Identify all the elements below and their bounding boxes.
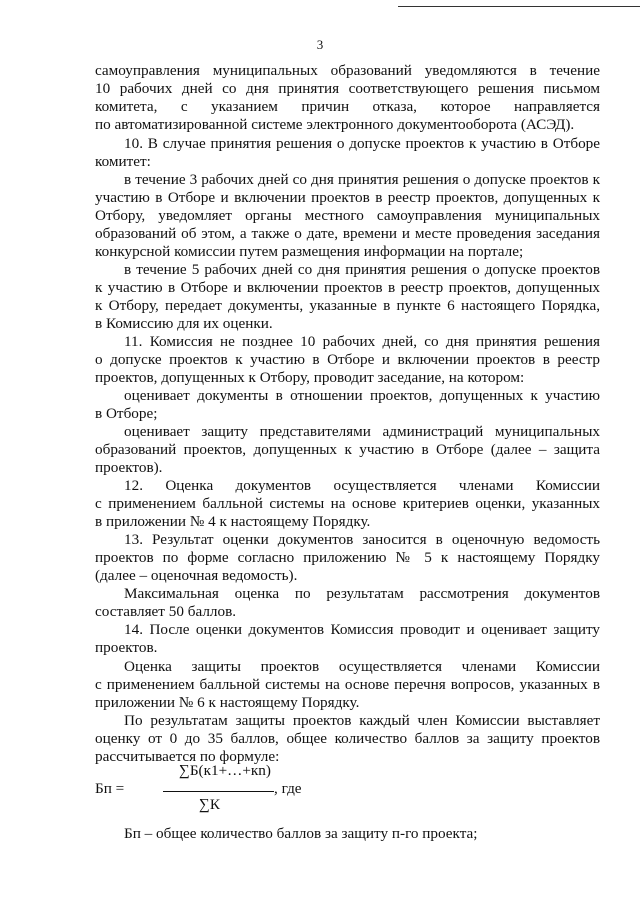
text-line: по автоматизированной системе электронного документооборота (АСЭД). <box>95 116 575 133</box>
text-line: оценивает документы в отношении проектов, допущенных к участию <box>124 387 600 404</box>
text-line: с применением балльной системы на основе перечня вопросов, указанных в <box>95 676 600 693</box>
text-line: в приложении № 4 к настоящему Порядку. <box>95 513 371 530</box>
text-line: составляет 50 баллов. <box>95 603 237 620</box>
text-line: рассчитывается по формуле: <box>95 748 280 765</box>
text-line: проектов). <box>95 459 163 476</box>
text-line: в течение 3 рабочих дней со дня принятия решения о допуске проектов к <box>124 171 600 188</box>
text-line: 10 рабочих дней со дня принятия соответствующего решения письмом <box>95 80 600 97</box>
text-line: проектов, допущенных к Отбору, проводит заседание, на котором: <box>95 369 525 386</box>
text-line: к участию в Отборе и включении проектов в реестр проектов, допущенных <box>95 279 600 296</box>
clause-14-start: 14. После оценки документов Комиссия проводит и оценивает защиту <box>124 621 600 638</box>
text-line: проектов. <box>95 639 158 656</box>
text-line: образований проектов, допущенных к участию в Отборе (далее – защита <box>95 441 600 458</box>
formula-tail: , где <box>274 780 302 797</box>
text-line: оценку от 0 до 35 баллов, общее количество баллов за защиту проектов <box>95 730 600 747</box>
page-number: 3 <box>316 37 324 52</box>
text-line: Оценка защиты проектов осуществляется членами Комиссии <box>124 658 600 675</box>
text-line: комитета, с указанием причин отказа, которое направляется <box>95 98 600 115</box>
fraction-bar <box>163 791 274 792</box>
text-line: в Комиссию для их оценки. <box>95 315 273 332</box>
text-line: в Отборе; <box>95 405 158 422</box>
formula-definition: Бп – общее количество баллов за защиту п-го проекта; <box>124 825 478 842</box>
clause-12-start: 12. Оценка документов осуществляется членами Комиссии <box>124 477 600 494</box>
text-line: По результатам защиты проектов каждый член Комиссии выставляет <box>124 712 600 729</box>
text-line: с применением балльной системы на основе критериев оценки, указанных <box>95 495 600 512</box>
text-line: конкурсной комиссии путем размещения информации на портале; <box>95 243 524 260</box>
clause-11-start: 11. Комиссия не позднее 10 рабочих дней, со дня принятия решения <box>124 333 600 350</box>
text-line: к Отбору, передает документы, указанные в пункте 6 настоящего Порядка, <box>95 297 600 314</box>
clause-10-start: 10. В случае принятия решения о допуске проектов к участию в Отборе <box>124 135 600 152</box>
text-line: проектов по форме согласно приложению № 5 к настоящему Порядку <box>95 549 600 566</box>
text-line: самоуправления муниципальных образований уведомляются в течение <box>95 62 600 79</box>
text-line: о допуске проектов к участию в Отборе и включении проектов в реестр <box>95 351 600 368</box>
formula-denominator: ∑К <box>199 796 220 813</box>
formula-numerator: ∑Б(к1+…+кn) <box>179 762 271 779</box>
clause-13-start: 13. Результат оценки документов заносится в оценочную ведомость <box>124 531 600 548</box>
text-line: Максимальная оценка по результатам рассмотрения документов <box>124 585 600 602</box>
formula-lhs: Бп = <box>95 780 125 797</box>
text-line: приложении № 6 к настоящему Порядку. <box>95 694 360 711</box>
text-line: оценивает защиту представителями администраций муниципальных <box>124 423 600 440</box>
text-line: в течение 5 рабочих дней со дня принятия решения о допуске проектов <box>124 261 600 278</box>
top-rule <box>398 6 640 7</box>
text-line: комитет: <box>95 153 151 170</box>
text-line: (далее – оценочная ведомость). <box>95 567 298 584</box>
text-line: образований об этом, а также о дате, времени и месте проведения заседания <box>95 225 600 242</box>
text-line: участию в Отборе и включении проектов в реестр проектов, допущенных к <box>95 189 600 206</box>
text-line: Отбору, уведомляет органы местного самоуправления муниципальных <box>95 207 600 224</box>
